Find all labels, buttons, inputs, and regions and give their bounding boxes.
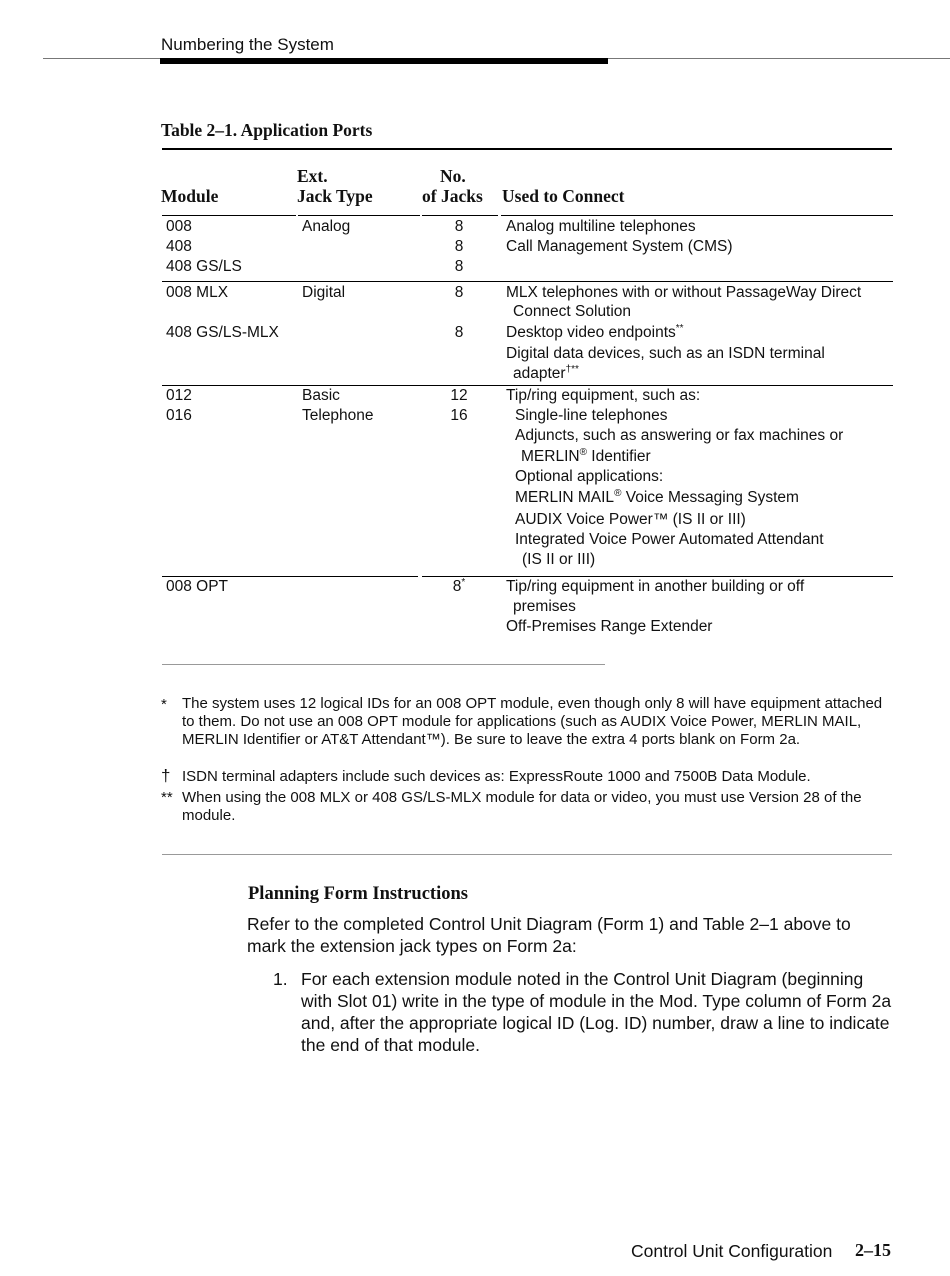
used-cell: Digital data devices, such as an ISDN terminal bbox=[506, 345, 825, 362]
col-header-ext-1: Ext. bbox=[297, 166, 328, 186]
used-text: Desktop video endpoints bbox=[506, 324, 676, 341]
footnote-text: When using the 008 MLX or 408 GS/LS-MLX module for data or video, you must use Version 28 of the module. bbox=[182, 789, 862, 824]
table-top-rule bbox=[162, 148, 892, 150]
used-cell bbox=[515, 488, 799, 508]
module-cell: 008 OPT bbox=[166, 578, 229, 595]
module-cell: 008 MLX bbox=[166, 284, 229, 301]
used-cell bbox=[513, 364, 579, 384]
header-rule-ext bbox=[298, 215, 420, 216]
jack-type-cell: Digital bbox=[302, 284, 346, 301]
section-intro: Refer to the completed Control Unit Diagram (Form 1) and Table 2–1 above to mark the extension jack types on Form 2a: bbox=[247, 914, 851, 956]
registered-mark: ® bbox=[614, 488, 622, 499]
used-text: Voice Messaging System bbox=[625, 489, 799, 506]
module-cell: 408 GS/LS-MLX bbox=[166, 324, 279, 341]
header-rule-bar bbox=[160, 58, 608, 64]
col-header-module: Module bbox=[161, 186, 219, 206]
page-number: 2–15 bbox=[855, 1240, 891, 1260]
jacks-cell: 8 bbox=[454, 238, 464, 255]
col-header-ext-2: Jack Type bbox=[297, 186, 373, 206]
used-text: adapter bbox=[513, 365, 566, 382]
used-cell: Optional applications: bbox=[515, 468, 664, 485]
jacks-cell: 8 bbox=[454, 324, 464, 341]
table-end-rule bbox=[162, 664, 605, 665]
used-cell: Connect Solution bbox=[513, 303, 632, 320]
jacks-cell: 8 bbox=[454, 218, 464, 235]
used-cell bbox=[506, 323, 684, 343]
module-cell: 408 bbox=[166, 238, 192, 255]
header-rule-used bbox=[501, 215, 893, 216]
header-rule-no bbox=[422, 215, 498, 216]
col-header-no-1: No. bbox=[440, 166, 466, 186]
step-number: 1. bbox=[273, 969, 288, 989]
footnote-text: The system uses 12 logical IDs for an 008 OPT module, even though only 8 will have equipment attached to them. Do not use an 008 OPT module for applications (such as AUDIX Voice Power, MERLIN MAIL, MERLIN Identifier or AT&T Attendant™). Be sure to leave the extra 4 ports blank on Form 2a. bbox=[182, 695, 883, 748]
col-header-used: Used to Connect bbox=[502, 186, 625, 206]
used-cell: Tip/ring equipment, such as: bbox=[506, 387, 701, 404]
used-text: MERLIN bbox=[521, 448, 580, 465]
footnote-mark: † bbox=[565, 364, 572, 375]
used-text: MERLIN MAIL bbox=[515, 489, 615, 506]
module-cell: 008 bbox=[166, 218, 192, 235]
used-cell: Adjuncts, such as answering or fax machines or bbox=[515, 427, 844, 444]
footnote-marker: † bbox=[161, 766, 171, 785]
jack-type-cell: Telephone bbox=[302, 407, 374, 424]
section-heading: Planning Form Instructions bbox=[248, 884, 468, 904]
footer-chapter: Control Unit Configuration bbox=[631, 1241, 833, 1261]
footnote-mark: ** bbox=[571, 364, 579, 375]
col-header-no-2: of Jacks bbox=[422, 186, 483, 206]
used-cell: AUDIX Voice Power™ (IS II or III) bbox=[515, 511, 746, 528]
module-cell: 012 bbox=[166, 387, 192, 404]
header-rule-module bbox=[162, 215, 296, 216]
used-cell: premises bbox=[513, 598, 576, 615]
used-cell: Analog multiline telephones bbox=[506, 218, 696, 235]
jacks-cell: 16 bbox=[450, 407, 468, 424]
jacks-cell bbox=[429, 577, 489, 597]
used-cell: Off-Premises Range Extender bbox=[506, 618, 713, 635]
footnote-text: ISDN terminal adapters include such devices as: ExpressRoute 1000 and 7500B Data Module. bbox=[182, 768, 811, 785]
footnote-marker: ** bbox=[161, 789, 173, 806]
registered-mark: ® bbox=[579, 447, 587, 458]
used-cell: MLX telephones with or without PassageWay Direct bbox=[506, 284, 862, 301]
jacks-cell: 8 bbox=[454, 284, 464, 301]
used-cell: Integrated Voice Power Automated Attendant bbox=[515, 531, 824, 548]
module-cell: 408 GS/LS bbox=[166, 258, 242, 275]
footnote-mark: * bbox=[461, 577, 466, 588]
step-text: For each extension module noted in the Control Unit Diagram (beginning with Slot 01) write in the type of module in the Mod. Type column of Form 2a and, after the appropriate logical ID (Log. ID) number, draw a line to indicate the end of that module. bbox=[301, 969, 892, 1055]
used-text: Identifier bbox=[591, 448, 651, 465]
section-rule bbox=[162, 854, 892, 855]
used-cell: Tip/ring equipment in another building or off bbox=[506, 578, 805, 595]
jacks-value: 8 bbox=[452, 578, 462, 595]
table-title: Table 2–1. Application Ports bbox=[161, 120, 373, 140]
jacks-cell: 12 bbox=[450, 387, 468, 404]
jack-type-cell: Analog bbox=[302, 218, 351, 235]
running-header: Numbering the System bbox=[161, 35, 334, 54]
used-cell bbox=[521, 447, 651, 467]
used-cell: (IS II or III) bbox=[522, 551, 596, 568]
used-cell: Call Management System (CMS) bbox=[506, 238, 733, 255]
used-cell: Single-line telephones bbox=[515, 407, 668, 424]
footnote-mark: ** bbox=[675, 323, 684, 334]
jack-type-cell: Basic bbox=[302, 387, 340, 404]
module-cell: 016 bbox=[166, 407, 192, 424]
jacks-cell: 8 bbox=[454, 258, 464, 275]
group-separator bbox=[162, 281, 893, 282]
footnote-marker: * bbox=[161, 696, 167, 713]
